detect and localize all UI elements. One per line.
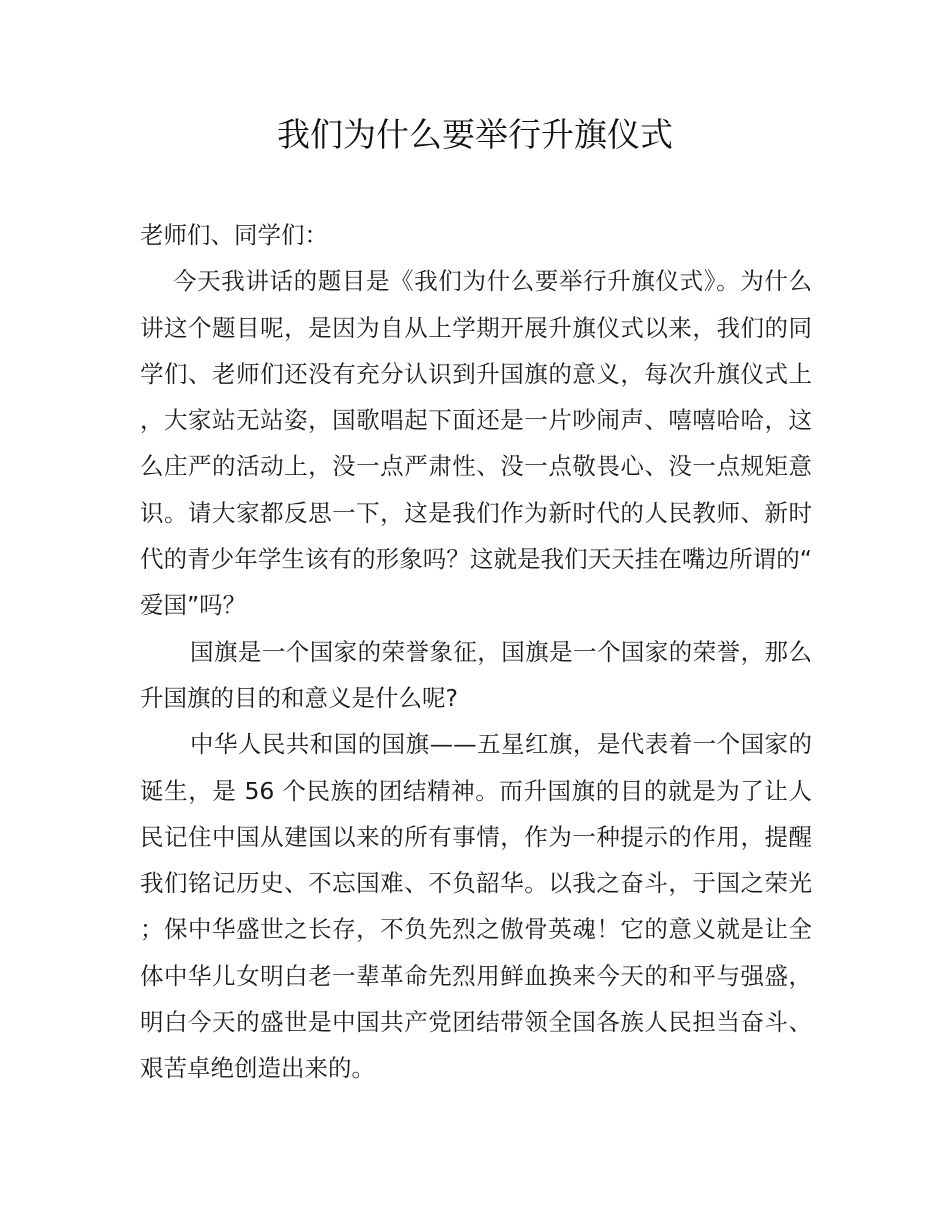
document-body — [140, 212, 812, 1092]
paragraph-1: 今天我讲话的题目是《我们为什么要举行升旗仪式》。为什么讲这个题目呢，是因为自从上学期开展升旗仪式以来，我们的同学们、老师们还没有充分认识到升国旗的意义，每次升旗仪式上，大家站无站姿，国歌唱起下面还是一片吵闹声、嘻嘻哈哈，这么庄严的活动上，没一点严肃性、没一点敬畏心、没一点规矩意识。请大家都反思一下，这是我们作为新时代的人民教师、新时代的青少年学生该有的形象吗？这就是我们天天挂在嘴边所谓的“爱国”吗？ — [140, 267, 812, 620]
document-title: 我们为什么要举行升旗仪式 — [277, 115, 673, 154]
salutation: 老师们、同学们： — [140, 221, 328, 249]
paragraph-2: 国旗是一个国家的荣誉象征，国旗是一个国家的荣誉，那么升国旗的目的和意义是什么呢? — [140, 637, 812, 712]
paragraph-3: 中华人民共和国的国旗——五星红旗，是代表着一个国家的诞生，是 56 个民族的团结精神。而升国旗的目的就是为了让人民记住中国从建国以来的所有事情，作为一种提示的作用，提醒我们铭记历史、不忘国难、不负韶华。以我之奋斗，于国之荣光；保中华盛世之长存，不负先烈之傲骨英魂！它的意义就是让全体中华儿女明白老一辈革命先烈用鲜血换来今天的和平与强盛，明白今天的盛世是中国共产党团结带领全国各族人民担当奋斗、艰苦卓绝创造出来的。 — [140, 730, 812, 1083]
